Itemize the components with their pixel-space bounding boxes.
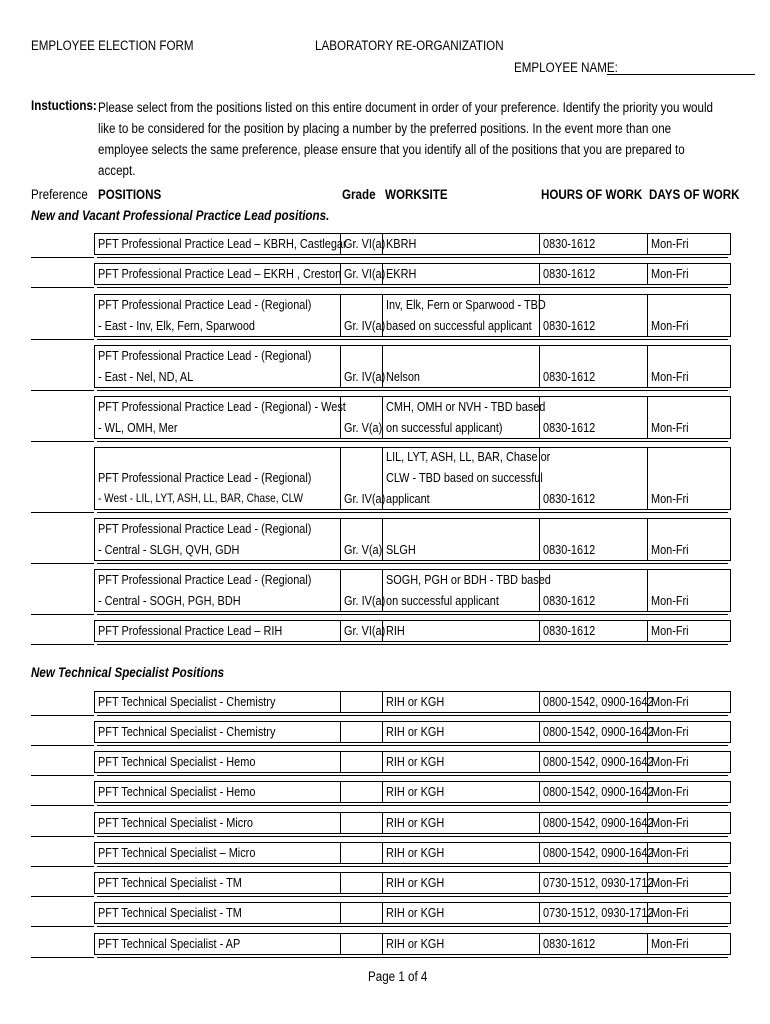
position-cell-line: PFT Technical Specialist - Micro: [98, 815, 253, 830]
form-title: EMPLOYEE ELECTION FORM: [31, 38, 194, 53]
worksite-cell: [383, 397, 546, 438]
position-cell-line: - East - Nel, ND, AL: [98, 369, 194, 384]
days-cell: [648, 873, 730, 893]
worksite-cell-line: RIH or KGH: [386, 784, 445, 799]
hours-cell-text: 0830-1612: [543, 491, 596, 506]
position-cell-line: PFT Professional Practice Lead - (Regional): [98, 348, 312, 363]
hours-cell: [540, 934, 648, 954]
col-positions: POSITIONS: [98, 187, 162, 202]
days-cell: [648, 782, 730, 802]
days-cell-text: Mon-Fri: [651, 593, 689, 608]
days-cell-text: Mon-Fri: [651, 491, 689, 506]
grade-cell-text: Gr. IV(a): [344, 593, 386, 608]
days-cell: [648, 346, 730, 387]
worksite-cell: [383, 752, 540, 772]
hours-cell-text: 0730-1512, 0930-1712: [543, 875, 654, 890]
hours-cell: [540, 782, 654, 802]
worksite-cell: [383, 692, 540, 712]
grade-cell: [341, 621, 386, 641]
preference-input[interactable]: [31, 563, 94, 564]
days-cell-text: Mon-Fri: [651, 318, 689, 333]
worksite-cell: [383, 621, 540, 641]
grade-cell: [341, 448, 386, 509]
hours-cell-text: 0800-1542, 0900-1642: [543, 784, 654, 799]
org-title: LABORATORY RE-ORGANIZATION: [315, 38, 504, 53]
hours-cell: [540, 752, 654, 772]
position-cell: [95, 234, 347, 254]
worksite-cell: [383, 722, 540, 742]
position-cell: [95, 570, 341, 611]
grade-cell: [341, 873, 383, 893]
position-cell-line: PFT Professional Practice Lead - (Regional): [98, 297, 312, 312]
worksite-cell-line: RIH or KGH: [386, 815, 445, 830]
days-cell: [648, 264, 730, 284]
hours-cell-text: 0830-1612: [543, 318, 596, 333]
grade-cell-text: Gr. VI(a): [344, 266, 386, 281]
position-cell-line: PFT Technical Specialist - AP: [98, 936, 241, 951]
preference-input[interactable]: [31, 715, 94, 716]
days-cell-text: Mon-Fri: [651, 815, 689, 830]
employee-name-field[interactable]: [607, 58, 755, 75]
employee-name-label: EMPLOYEE NAME:: [514, 60, 618, 75]
position-cell-line: PFT Professional Practice Lead - (Regional): [98, 572, 312, 587]
grade-cell: [341, 782, 383, 802]
grade-cell: [341, 397, 383, 438]
table-row: [94, 781, 731, 803]
days-cell-text: Mon-Fri: [651, 542, 689, 557]
worksite-cell-line: on successful applicant): [386, 420, 503, 435]
table-row: [94, 294, 731, 337]
days-cell-text: Mon-Fri: [651, 875, 689, 890]
preference-input[interactable]: [31, 644, 94, 645]
days-cell: [648, 722, 730, 742]
worksite-cell-line: RIH or KGH: [386, 845, 445, 860]
worksite-cell: [383, 234, 540, 254]
grade-cell-text: Gr. V(a): [344, 420, 383, 435]
days-cell-text: Mon-Fri: [651, 905, 689, 920]
hours-cell: [540, 621, 648, 641]
days-cell: [648, 448, 730, 509]
section1-title: New and Vacant Professional Practice Lead positions.: [31, 208, 330, 223]
col-hours: HOURS OF WORK: [541, 187, 643, 202]
table-row: [94, 872, 731, 894]
grade-cell: [341, 519, 383, 560]
position-cell-line: - Central - SOGH, PGH, BDH: [98, 593, 241, 608]
preference-input[interactable]: [31, 441, 94, 442]
position-cell-line: PFT Professional Practice Lead - (Regional): [98, 521, 312, 536]
position-cell-line: PFT Professional Practice Lead – KBRH, Castlegar: [98, 236, 347, 251]
worksite-cell: [383, 903, 540, 923]
position-cell-line: PFT Technical Specialist - Hemo: [98, 754, 256, 769]
days-cell: [648, 934, 730, 954]
grade-cell: [341, 903, 383, 923]
instructions-text: Please select from the positions listed on this entire document in order of your preference. Identify the priority you would like to be considered for the position by placing a number by the preferred positions. In the event more than one employee selects the same preference, please ensure that you identify all of the positions that you are prepared to accept.: [98, 100, 714, 178]
worksite-cell-line: LIL, LYT, ASH, LL, BAR, Chase or: [386, 449, 551, 464]
table-row: [94, 569, 731, 612]
worksite-cell: [383, 813, 540, 833]
table-row: [94, 620, 731, 642]
position-cell-line: PFT Professional Practice Lead – EKRH , Creston: [98, 266, 342, 281]
preference-input[interactable]: [31, 745, 94, 746]
table-row: [94, 263, 731, 285]
hours-cell-text: 0830-1612: [543, 369, 596, 384]
position-cell: [95, 621, 341, 641]
preference-input[interactable]: [31, 866, 94, 867]
position-cell-line: PFT Technical Specialist - Hemo: [98, 784, 256, 799]
hours-cell: [540, 843, 654, 863]
hours-cell: [540, 903, 654, 923]
hours-cell-text: 0800-1542, 0900-1642: [543, 815, 654, 830]
worksite-cell-line: applicant: [386, 491, 430, 506]
worksite-cell: [383, 570, 551, 611]
worksite-cell-line: Inv, Elk, Fern or Sparwood - TBD: [386, 297, 546, 312]
grade-cell: [341, 234, 386, 254]
days-cell-text: Mon-Fri: [651, 236, 689, 251]
grade-cell-text: Gr. VI(a): [344, 623, 386, 638]
worksite-cell-line: RIH or KGH: [386, 694, 445, 709]
days-cell-text: Mon-Fri: [651, 936, 689, 951]
grade-cell: [341, 752, 383, 772]
worksite-cell-line: CMH, OMH or NVH - TBD based: [386, 399, 546, 414]
position-cell-line: PFT Technical Specialist – Micro: [98, 845, 256, 860]
preference-input[interactable]: [31, 775, 94, 776]
position-cell-line: PFT Technical Specialist - Chemistry: [98, 724, 276, 739]
hours-cell: [540, 346, 648, 387]
worksite-cell: [383, 346, 540, 387]
worksite-cell: [383, 873, 540, 893]
worksite-cell-line: RIH: [386, 623, 405, 638]
position-cell: [95, 813, 341, 833]
preference-input[interactable]: [31, 836, 94, 837]
hours-cell: [540, 813, 654, 833]
position-cell-line: - West - LIL, LYT, ASH, LL, BAR, Chase, CLW: [98, 491, 304, 505]
position-cell-line: PFT Professional Practice Lead - (Regional): [98, 470, 312, 485]
days-cell: [648, 621, 730, 641]
position-cell: [95, 722, 341, 742]
hours-cell: [540, 264, 648, 284]
worksite-cell-line: based on successful applicant: [386, 318, 532, 333]
hours-cell: [540, 873, 654, 893]
hours-cell: [540, 519, 648, 560]
worksite-cell-line: RIH or KGH: [386, 905, 445, 920]
position-cell-line: PFT Professional Practice Lead - (Regional) - West: [98, 399, 346, 414]
table-row: [94, 396, 731, 439]
table-row: [94, 812, 731, 834]
preference-input[interactable]: [31, 805, 94, 806]
table-row: [94, 751, 731, 773]
table-row: [94, 721, 731, 743]
table-row: [94, 233, 731, 255]
table-row: [94, 933, 731, 955]
preference-input[interactable]: [31, 339, 94, 340]
hours-cell-text: 0830-1612: [543, 623, 596, 638]
worksite-cell-line: RIH or KGH: [386, 724, 445, 739]
worksite-cell: [383, 295, 546, 336]
worksite-cell-line: KBRH: [386, 236, 417, 251]
col-grade: Grade: [342, 187, 376, 202]
position-cell: [95, 873, 341, 893]
days-cell-text: Mon-Fri: [651, 724, 689, 739]
table-row: [94, 691, 731, 713]
days-cell-text: Mon-Fri: [651, 369, 689, 384]
days-cell: [648, 692, 730, 712]
position-cell: [95, 519, 341, 560]
grade-cell: [341, 692, 383, 712]
hours-cell-text: 0800-1542, 0900-1642: [543, 845, 654, 860]
preference-input[interactable]: [31, 957, 94, 958]
position-cell: [95, 692, 341, 712]
position-cell: [95, 264, 341, 284]
grade-cell-text: Gr. IV(a): [344, 369, 386, 384]
days-cell: [648, 752, 730, 772]
position-cell: [95, 934, 341, 954]
hours-cell-text: 0830-1612: [543, 936, 596, 951]
hours-cell-text: 0830-1612: [543, 542, 596, 557]
hours-cell: [540, 234, 648, 254]
hours-cell-text: 0730-1512, 0930-1712: [543, 905, 654, 920]
days-cell-text: Mon-Fri: [651, 420, 689, 435]
col-worksite: WORKSITE: [385, 187, 448, 202]
position-cell: [95, 346, 341, 387]
position-cell-line: - Central - SLGH, QVH, GDH: [98, 542, 240, 557]
worksite-cell-line: RIH or KGH: [386, 875, 445, 890]
hours-cell: [540, 397, 648, 438]
position-cell: [95, 782, 341, 802]
hours-cell-text: 0830-1612: [543, 420, 596, 435]
position-cell: [95, 397, 346, 438]
col-preference: Preference: [31, 187, 88, 202]
preference-input[interactable]: [31, 287, 94, 288]
days-cell: [648, 519, 730, 560]
days-cell: [648, 234, 730, 254]
instructions-label: Instuctions:: [31, 98, 97, 113]
position-cell-line: PFT Technical Specialist - TM: [98, 875, 242, 890]
hours-cell: [540, 570, 648, 611]
days-cell-text: Mon-Fri: [651, 623, 689, 638]
position-cell-line: - WL, OMH, Mer: [98, 420, 178, 435]
worksite-cell-line: RIH or KGH: [386, 936, 445, 951]
hours-cell-text: 0800-1542, 0900-1642: [543, 694, 654, 709]
preference-input[interactable]: [31, 614, 94, 615]
worksite-cell-line: RIH or KGH: [386, 754, 445, 769]
grade-cell-text: Gr. V(a): [344, 542, 383, 557]
days-cell-text: Mon-Fri: [651, 784, 689, 799]
worksite-cell: [383, 782, 540, 802]
worksite-cell: [383, 934, 540, 954]
hours-cell: [540, 722, 654, 742]
position-cell: [95, 903, 341, 923]
worksite-cell: [383, 519, 540, 560]
table-row: [94, 518, 731, 561]
worksite-cell-line: CLW - TBD based on successful: [386, 470, 543, 485]
hours-cell: [540, 692, 654, 712]
worksite-cell-line: on successful applicant: [386, 593, 499, 608]
position-cell: [95, 295, 341, 336]
days-cell: [648, 813, 730, 833]
days-cell-text: Mon-Fri: [651, 694, 689, 709]
days-cell: [648, 397, 730, 438]
grade-cell: [341, 934, 383, 954]
position-cell-line: PFT Professional Practice Lead – RIH: [98, 623, 283, 638]
preference-input[interactable]: [31, 257, 94, 258]
col-days: DAYS OF WORK: [649, 187, 740, 202]
grade-cell: [341, 295, 386, 336]
page-number: Page 1 of 4: [368, 969, 428, 984]
grade-cell: [341, 264, 386, 284]
grade-cell-text: Gr. VI(a): [344, 236, 386, 251]
days-cell-text: Mon-Fri: [651, 845, 689, 860]
position-cell: [95, 752, 341, 772]
days-cell: [648, 843, 730, 863]
section2-title: New Technical Specialist Positions: [31, 665, 225, 680]
grade-cell: [341, 346, 386, 387]
worksite-cell-line: Nelson: [386, 369, 420, 384]
worksite-cell: [383, 448, 551, 509]
grade-cell: [341, 722, 383, 742]
worksite-cell-line: SLGH: [386, 542, 416, 557]
position-cell-line: - East - Inv, Elk, Fern, Sparwood: [98, 318, 255, 333]
hours-cell-text: 0830-1612: [543, 236, 596, 251]
grade-cell: [341, 843, 383, 863]
position-cell: [95, 843, 341, 863]
worksite-cell-line: EKRH: [386, 266, 417, 281]
hours-cell-text: 0800-1542, 0900-1642: [543, 724, 654, 739]
hours-cell-text: 0830-1612: [543, 593, 596, 608]
worksite-cell: [383, 843, 540, 863]
preference-input[interactable]: [31, 926, 94, 927]
days-cell: [648, 903, 730, 923]
hours-cell: [540, 295, 648, 336]
worksite-cell-line: SOGH, PGH or BDH - TBD based: [386, 572, 551, 587]
table-row: [94, 842, 731, 864]
days-cell: [648, 570, 730, 611]
hours-cell-text: 0830-1612: [543, 266, 596, 281]
table-row: [94, 345, 731, 388]
days-cell-text: Mon-Fri: [651, 754, 689, 769]
grade-cell-text: Gr. IV(a): [344, 491, 386, 506]
worksite-cell: [383, 264, 540, 284]
days-cell-text: Mon-Fri: [651, 266, 689, 281]
preference-input[interactable]: [31, 896, 94, 897]
grade-cell-text: Gr. IV(a): [344, 318, 386, 333]
hours-cell: [540, 448, 648, 509]
position-cell-line: PFT Technical Specialist - Chemistry: [98, 694, 276, 709]
position-cell: [95, 448, 341, 509]
days-cell: [648, 295, 730, 336]
preference-input[interactable]: [31, 390, 94, 391]
hours-cell-text: 0800-1542, 0900-1642: [543, 754, 654, 769]
position-cell-line: PFT Technical Specialist - TM: [98, 905, 242, 920]
grade-cell: [341, 570, 386, 611]
preference-input[interactable]: [31, 512, 94, 513]
table-row: [94, 902, 731, 924]
table-row: [94, 447, 731, 510]
grade-cell: [341, 813, 383, 833]
